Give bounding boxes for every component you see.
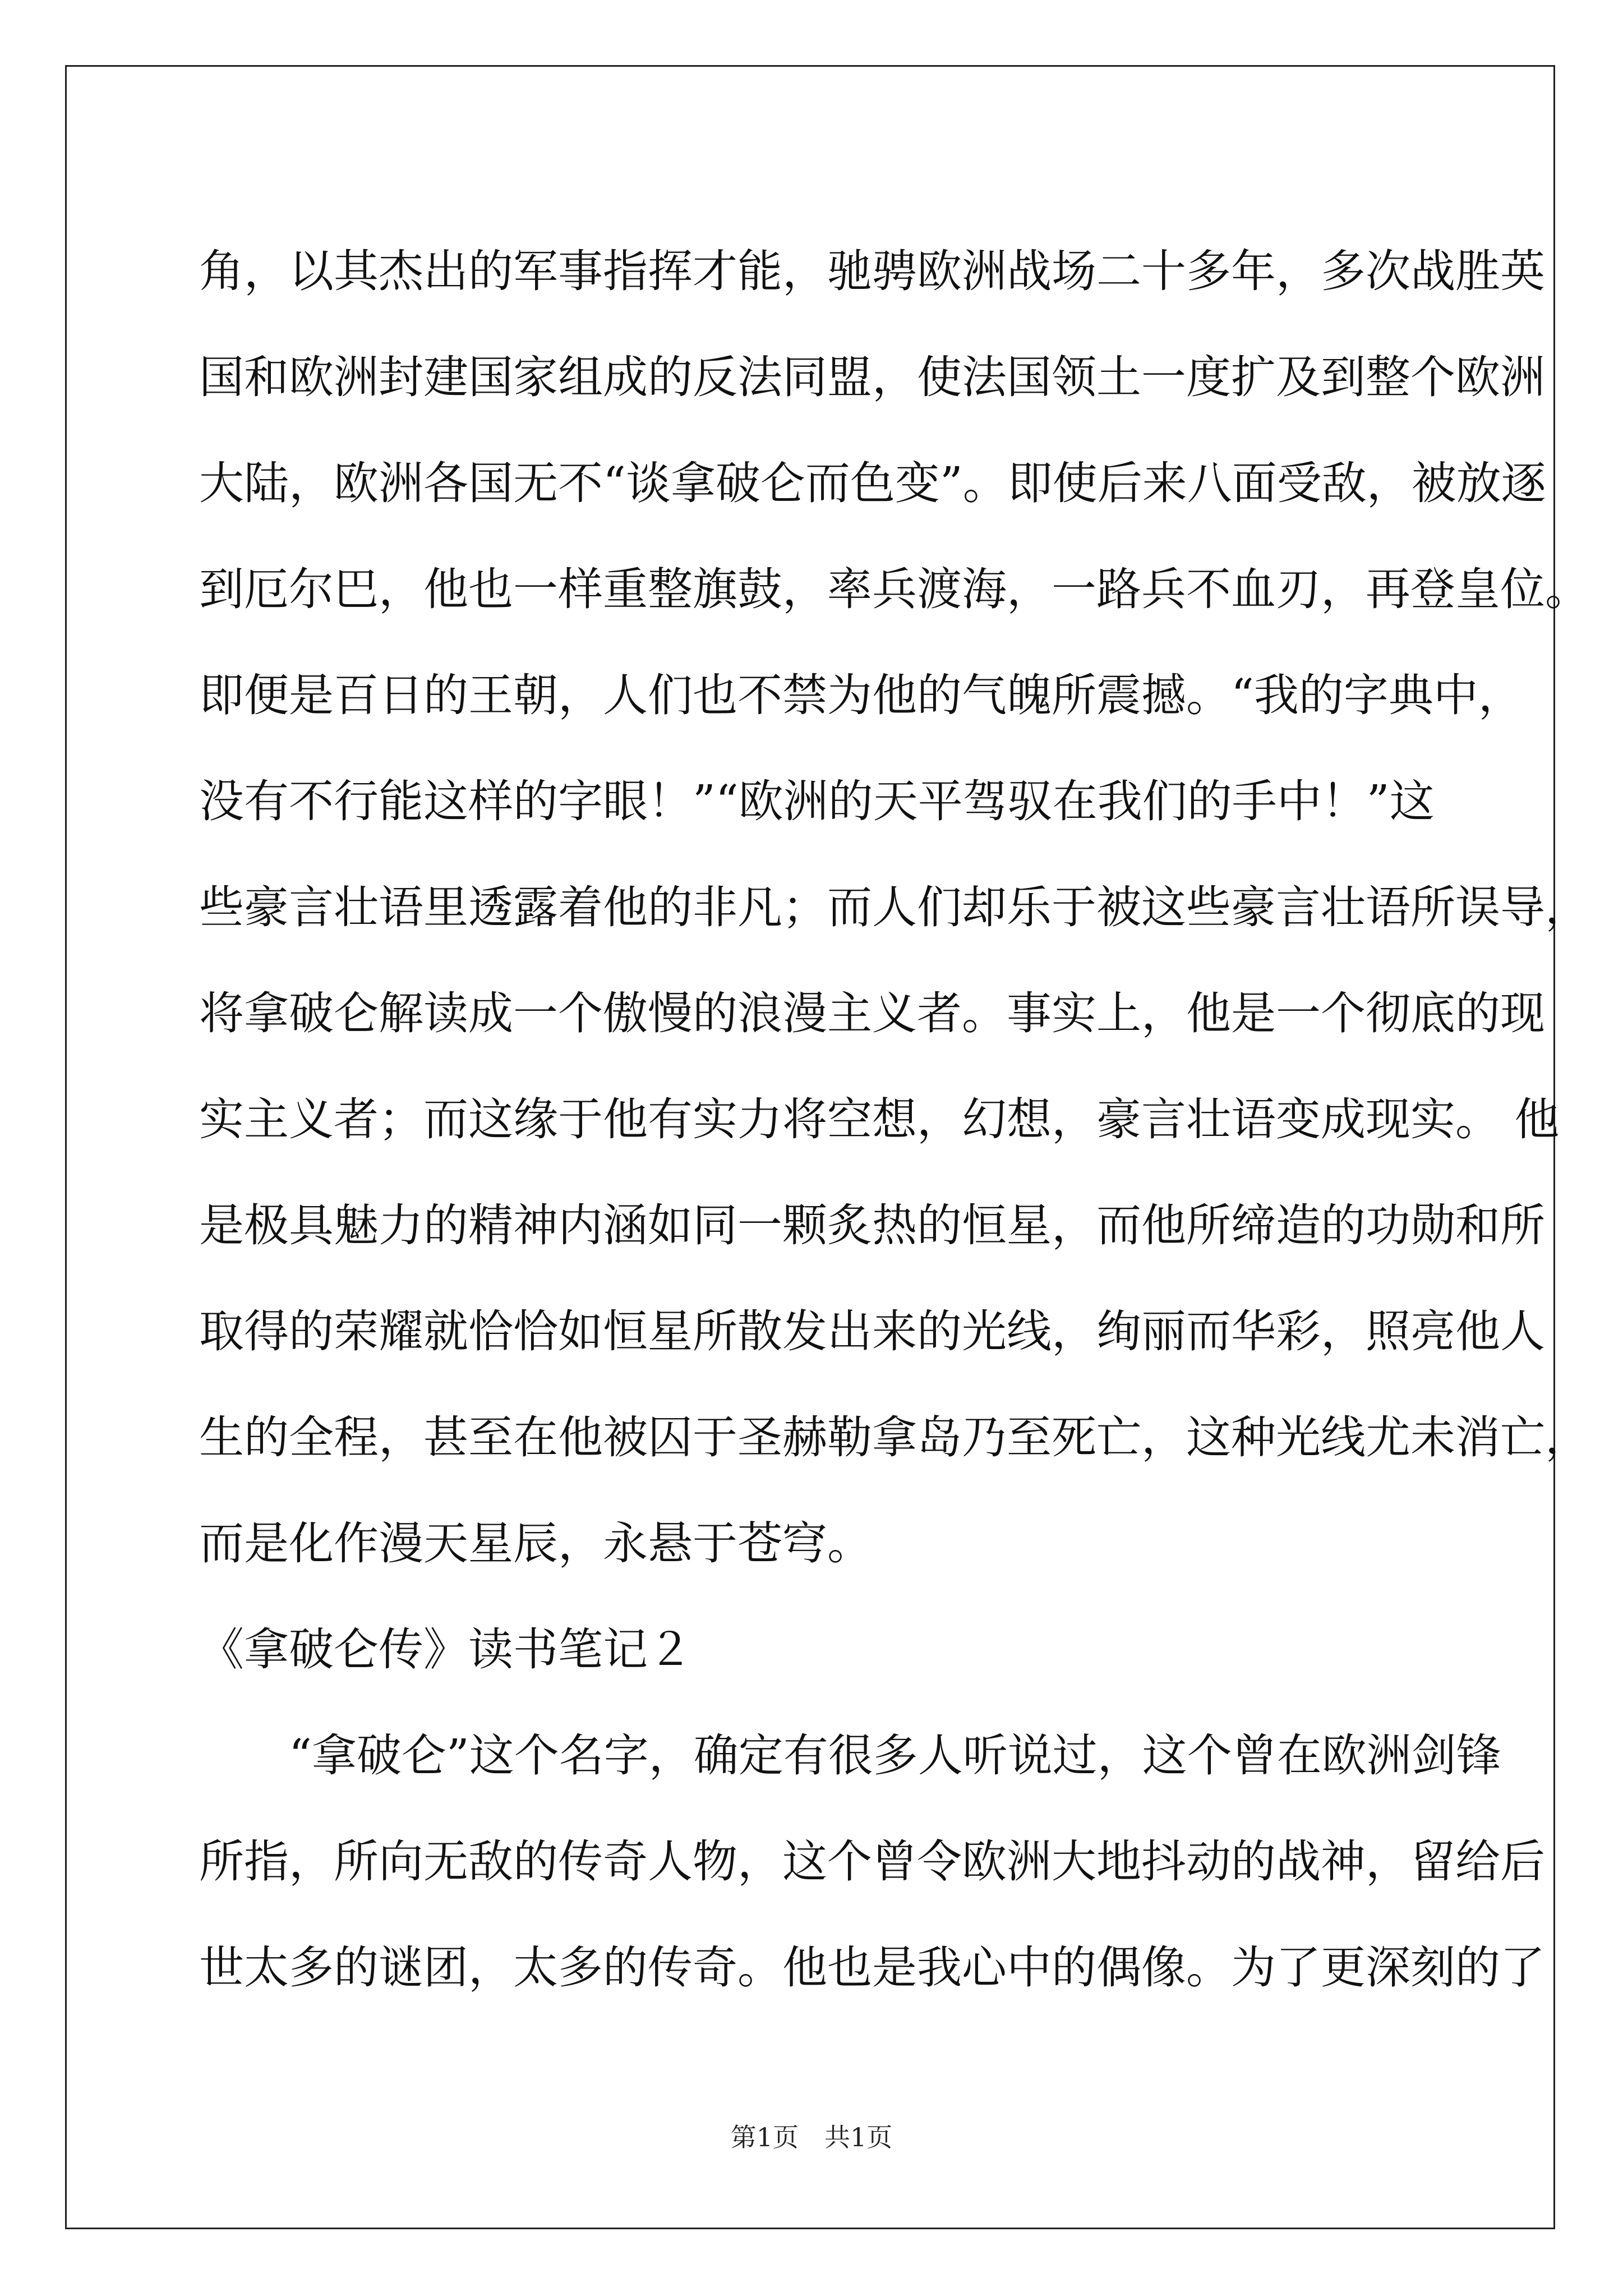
body-line: 即便是百日的王朝，人们也不禁为他的气魄所震撼。“我的字典中，	[199, 669, 1523, 721]
body-line: 是极具魅力的精神内涵如同一颗炙热的恒星，而他所缔造的功勋和所	[199, 1199, 1545, 1251]
body-line: 实主义者；而这缘于他有实力将空想，幻想，豪言壮语变成现实。 他	[199, 1093, 1560, 1145]
body-line: 生的全程，甚至在他被囚于圣赫勒拿岛乃至死亡，这种光线尤未消亡，	[199, 1411, 1590, 1464]
body-line: 将拿破仑解读成一个傲慢的浪漫主义者。事实上，他是一个彻底的现	[199, 987, 1545, 1039]
body-line: 国和欧洲封建国家组成的反法同盟，使法国领土一度扩及到整个欧洲	[199, 351, 1545, 403]
body-line: 世太多的谜团，太多的传奇。他也是我心中的偶像。为了更深刻的了	[199, 1941, 1545, 1994]
body-line: 所指，所向无敌的传奇人物，这个曾令欧洲大地抖动的战神，留给后	[199, 1835, 1545, 1888]
page-footer: 第1页 共1页	[730, 2122, 893, 2152]
body-line: 大陆，欧洲各国无不“谈拿破仑而色变”。即使后来八面受敌，被放逐	[199, 457, 1546, 509]
body-line: 而是化作漫天星辰，永悬于苍穹。	[199, 1517, 872, 1570]
body-line: “拿破仑”这个名字，确定有很多人听说过，这个曾在欧洲剑锋	[199, 1729, 1501, 1782]
section-heading: 《拿破仑传》读书笔记２	[199, 1623, 693, 1676]
document-body	[199, 218, 1590, 2021]
body-line: 角，以其杰出的军事指挥才能，驰骋欧洲战场二十多年，多次战胜英	[199, 245, 1545, 297]
body-line: 取得的荣耀就恰恰如恒星所散发出来的光线，绚丽而华彩，照亮他人	[199, 1305, 1545, 1358]
body-line: 没有不行能这样的字眼！”“欧洲的天平驾驭在我们的手中！”这	[199, 775, 1435, 827]
body-line: 到厄尔巴，他也一样重整旗鼓，率兵渡海，一路兵不血刃，再登皇位。	[199, 563, 1590, 615]
body-line: 些豪言壮语里透露着他的非凡；而人们却乐于被这些豪言壮语所误导，	[199, 881, 1590, 933]
